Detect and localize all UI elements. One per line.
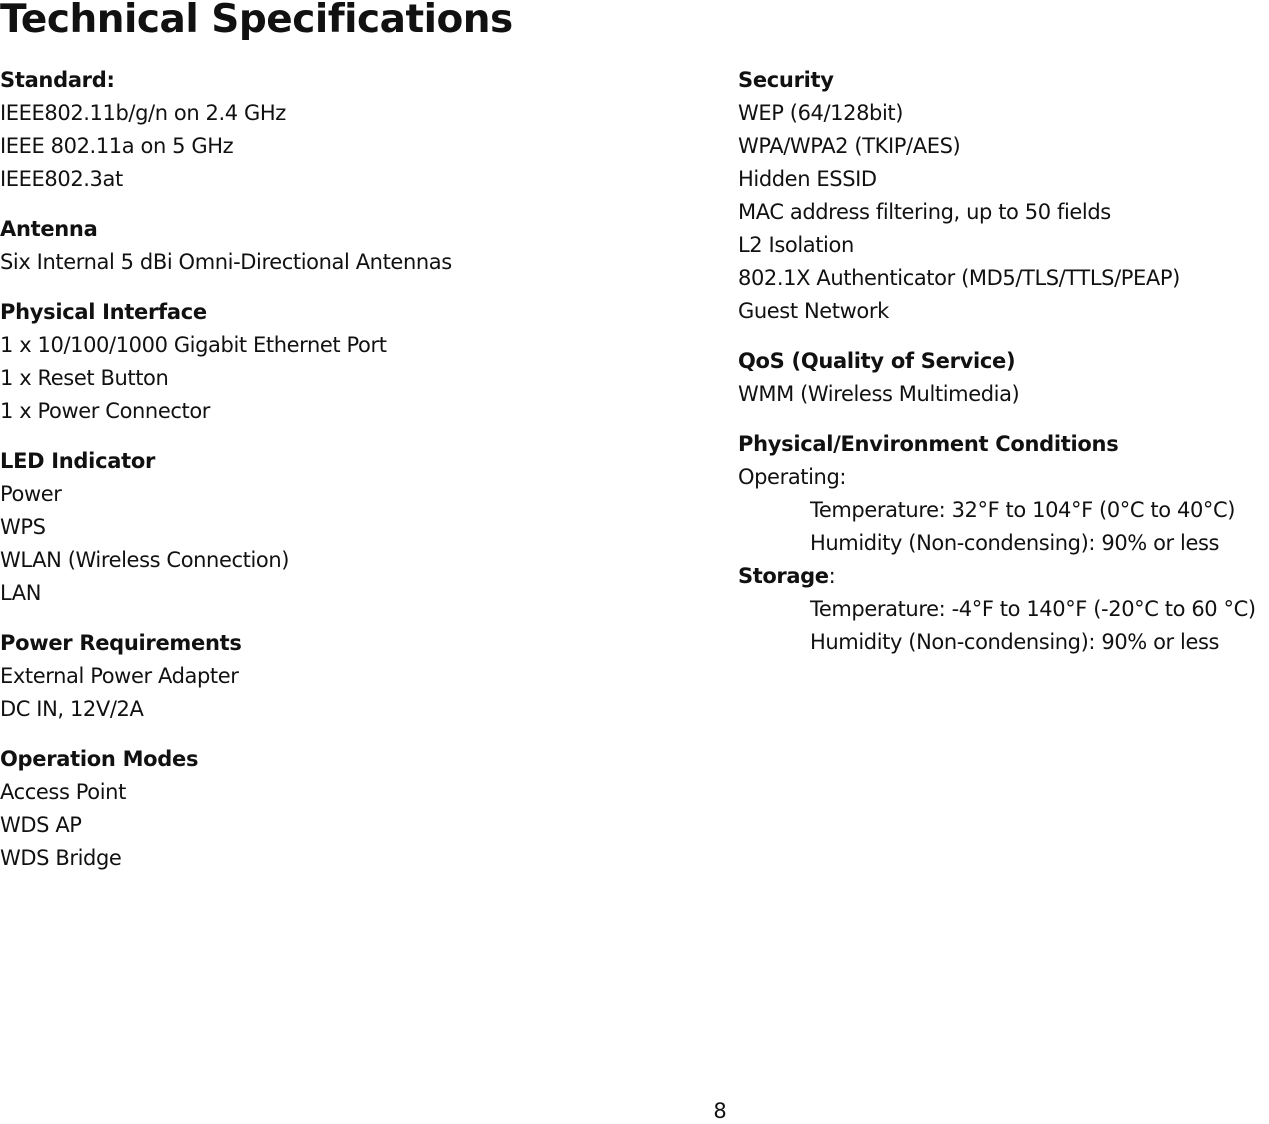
- spec-line: Access Point: [0, 780, 126, 804]
- spec-line: IEEE802.11b/g/n on 2.4 GHz: [0, 101, 286, 125]
- right-column: [738, 64, 1268, 676]
- operating-temperature: Temperature: 32°F to 104°F (0°C to 40°C): [810, 498, 1236, 522]
- operating-humidity: Humidity (Non-condensing): 90% or less: [810, 531, 1220, 555]
- spec-line: MAC address filtering, up to 50 fields: [738, 200, 1111, 224]
- spec-line: 1 x 10/100/1000 Gigabit Ethernet Port: [0, 333, 387, 357]
- spec-line: IEEE 802.11a on 5 GHz: [0, 134, 234, 158]
- spec-line: WPS: [0, 515, 46, 539]
- spec-line: WDS AP: [0, 813, 82, 837]
- spec-section-operation-modes: [0, 743, 700, 875]
- spec-line: LAN: [0, 581, 42, 605]
- spec-line: WPA/WPA2 (TKIP/AES): [738, 134, 961, 158]
- spec-line: DC IN, 12V/2A: [0, 697, 144, 721]
- spec-section-security: [738, 64, 1268, 328]
- operating-label: Operating:: [738, 465, 847, 489]
- spec-line: External Power Adapter: [0, 664, 239, 688]
- section-heading: QoS (Quality of Service): [738, 349, 1016, 373]
- spec-line: L2 Isolation: [738, 233, 854, 257]
- section-heading: Antenna: [0, 217, 98, 241]
- section-heading: Security: [738, 68, 834, 92]
- spec-section-led-indicator: [0, 445, 700, 610]
- spec-line: WMM (Wireless Multimedia): [738, 382, 1020, 406]
- spec-line: WLAN (Wireless Connection): [0, 548, 290, 572]
- page-title: Technical Specifications: [0, 0, 513, 42]
- spec-section-environment: [738, 428, 1268, 659]
- section-heading: Physical/Environment Conditions: [738, 432, 1119, 456]
- spec-section-power-requirements: [0, 627, 700, 726]
- storage-humidity: Humidity (Non-condensing): 90% or less: [810, 630, 1220, 654]
- section-heading: Physical Interface: [0, 300, 207, 324]
- spec-section-physical-interface: [0, 296, 700, 428]
- spec-section-antenna: [0, 213, 700, 279]
- section-heading: Standard:: [0, 68, 115, 92]
- section-heading: Operation Modes: [0, 747, 199, 771]
- storage-temperature: Temperature: -4°F to 140°F (-20°C to 60 °C): [810, 597, 1256, 621]
- spec-line: WDS Bridge: [0, 846, 122, 870]
- storage-label: Storage: [738, 564, 829, 588]
- storage-line: [738, 560, 1268, 593]
- spec-line: WEP (64/128bit): [738, 101, 904, 125]
- spec-line: Six Internal 5 dBi Omni-Directional Antennas: [0, 250, 452, 274]
- spec-section-standard: [0, 64, 700, 196]
- spec-line: IEEE802.3at: [0, 167, 123, 191]
- page-number: 8: [713, 1099, 727, 1123]
- spec-line: 802.1X Authenticator (MD5/TLS/TTLS/PEAP): [738, 266, 1180, 290]
- spec-section-qos: [738, 345, 1268, 411]
- left-column: [0, 64, 700, 892]
- spec-line: 1 x Reset Button: [0, 366, 169, 390]
- storage-colon: :: [828, 564, 836, 588]
- spec-line: Guest Network: [738, 299, 889, 323]
- section-heading: Power Requirements: [0, 631, 242, 655]
- spec-line: Power: [0, 482, 62, 506]
- spec-line: Hidden ESSID: [738, 167, 877, 191]
- spec-line: 1 x Power Connector: [0, 399, 211, 423]
- section-heading: LED Indicator: [0, 449, 156, 473]
